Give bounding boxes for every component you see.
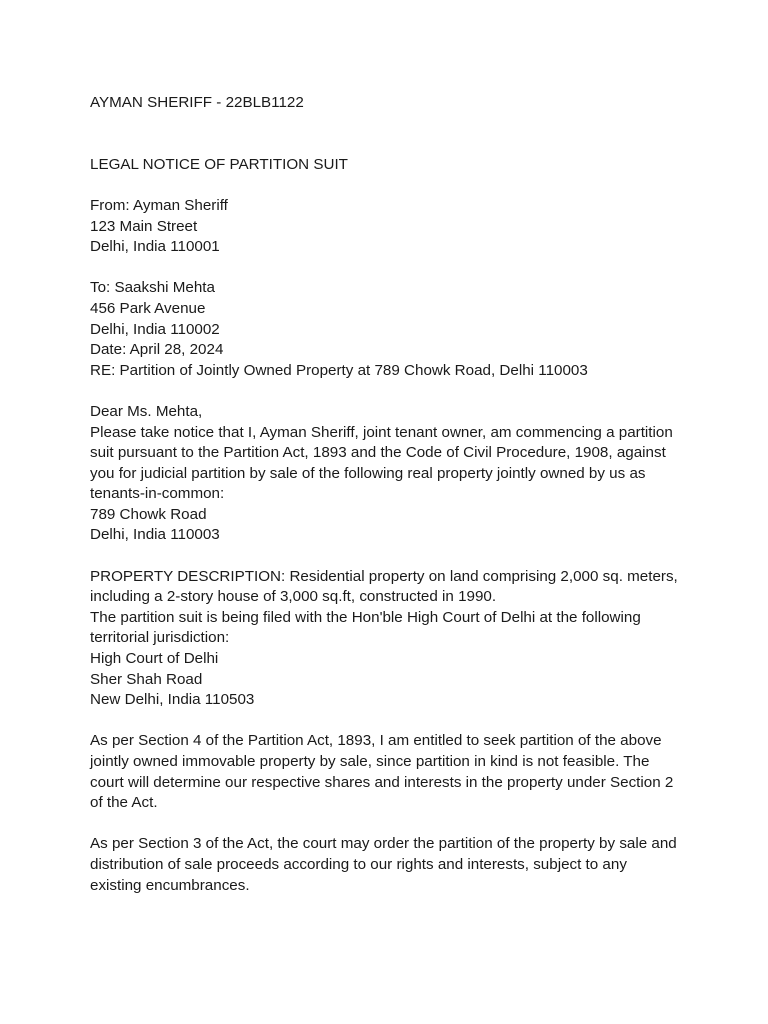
court-address (90, 649, 690, 711)
spacer (90, 711, 690, 732)
notice-title: LEGAL NOTICE OF PARTITION SUIT (90, 155, 348, 173)
property-address-line-2: Delhi, India 110003 (90, 526, 220, 544)
recipient-line-1: To: Saakshi Mehta (90, 279, 215, 297)
section-4-paragraph: As per Section 4 of the Partition Act, 1893, I am entitled to seek partition of the above jointly owned immovable property by sale, since partition in kind is not feasible. The court will determine our respective shares and interests in the property under Section 2 of the Act. (90, 732, 674, 812)
property-address (90, 505, 690, 546)
notice-date: Date: April 28, 2024 (90, 341, 224, 359)
spacer (90, 114, 690, 155)
property-description: PROPERTY DESCRIPTION: Residential property on land comprising 2,000 sq. meters, including a 2-story house of 3,000 sq.ft, constructed in 1990. (90, 567, 678, 606)
court-address-line-1: High Court of Delhi (90, 650, 219, 668)
sender-line-1: From: Ayman Sheriff (90, 196, 228, 214)
property-address-line-1: 789 Chowk Road (90, 505, 207, 523)
court-address-line-3: New Delhi, India 110503 (90, 691, 255, 709)
spacer (90, 546, 690, 567)
jurisdiction-intro: The partition suit is being filed with the Hon'ble High Court of Delhi at the following territorial jurisdiction: (90, 608, 641, 647)
section-3-paragraph: As per Section 3 of the Act, the court may order the partition of the property by sale and distribution of sale proceeds according to our rights and interests, subject to any existing encumbrances. (90, 835, 677, 894)
salutation: Dear Ms. Mehta, (90, 402, 203, 420)
spacer (90, 814, 690, 835)
sender-line-3: Delhi, India 110001 (90, 238, 220, 256)
notice-body-paragraph: Please take notice that I, Ayman Sheriff, joint tenant owner, am commencing a partition suit pursuant to the Partition Act, 1893 and the Code of Civil Procedure, 1908, against you for judicial partition by sale of the following real property jointly owned by us as tenants-in-common: (90, 423, 673, 503)
recipient-line-2: 456 Park Avenue (90, 299, 206, 317)
spacer (90, 175, 690, 196)
spacer (90, 381, 690, 402)
court-address-line-2: Sher Shah Road (90, 670, 203, 688)
author-line: AYMAN SHERIFF - 22BLB1122 (90, 94, 304, 111)
document-page (90, 93, 690, 896)
sender-address (90, 196, 690, 258)
sender-line-2: 123 Main Street (90, 217, 198, 235)
spacer (90, 258, 690, 279)
subject-line: RE: Partition of Jointly Owned Property at 789 Chowk Road, Delhi 110003 (90, 361, 588, 379)
recipient-line-3: Delhi, India 110002 (90, 320, 220, 338)
recipient-address (90, 278, 690, 340)
